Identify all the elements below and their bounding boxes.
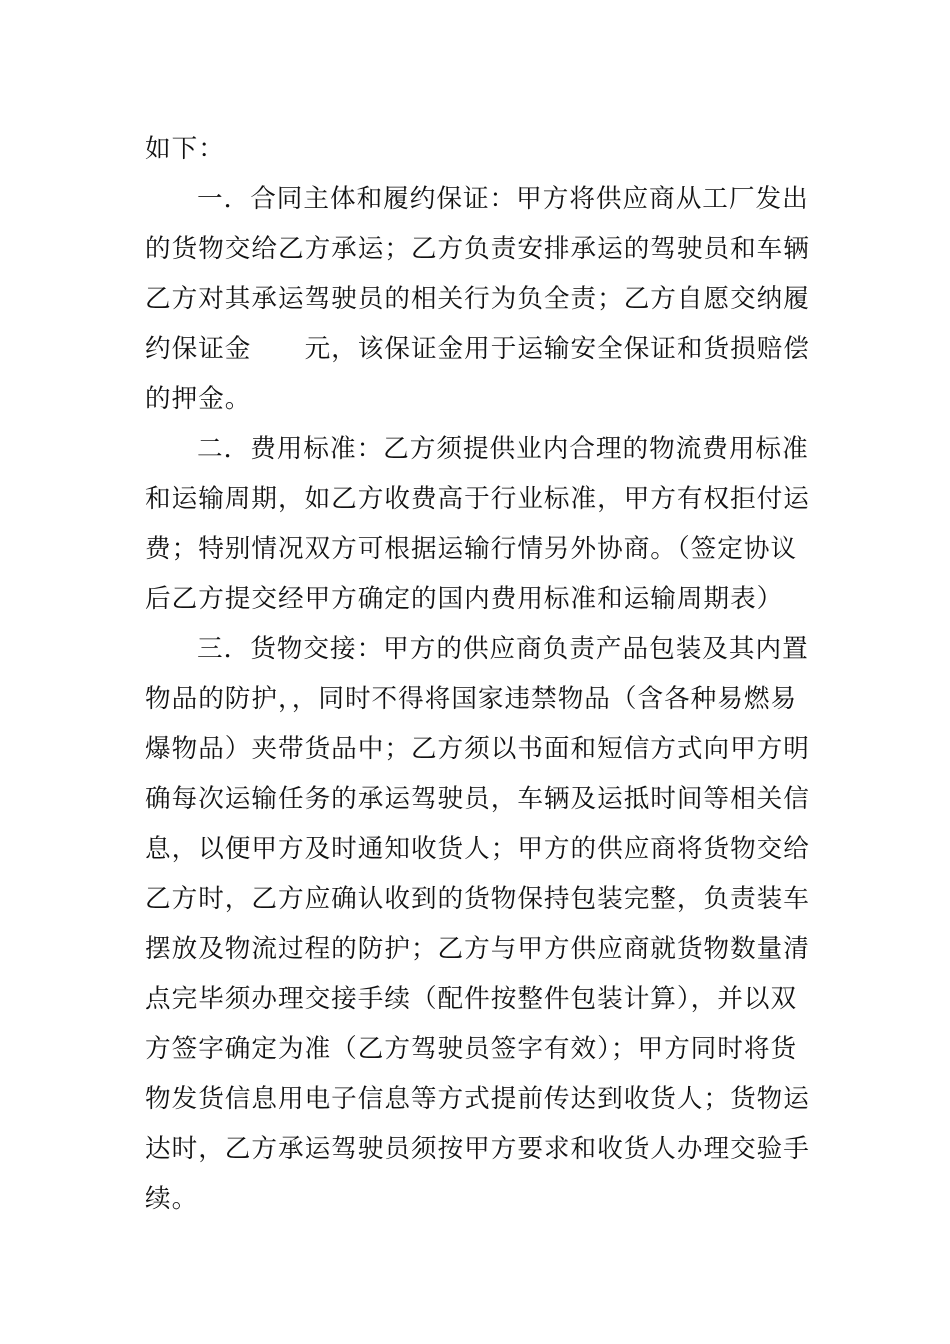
text-line: 三．货物交接：甲方的供应商负责产品包装及其内置	[197, 634, 809, 664]
text-line: 费；特别情况双方可根据运输行情另外协商。（签定协议	[145, 534, 798, 564]
text-line: 摆放及物流过程的防护；乙方与甲方供应商就货物数量清	[145, 934, 810, 964]
text-line: 物发货信息用电子信息等方式提前传达到收货人；货物运	[145, 1084, 810, 1114]
text-line: 息，以便甲方及时通知收货人；甲方的供应商将货物交给	[145, 834, 810, 864]
text-line: 乙方对其承运驾驶员的相关行为负全责；乙方自愿交纳履	[145, 284, 810, 314]
text-line: 达时，乙方承运驾驶员须按甲方要求和收货人办理交验手	[145, 1134, 810, 1164]
text-line: 的货物交给乙方承运；乙方负责安排承运的驾驶员和车辆	[145, 234, 810, 264]
text-line: 乙方时，乙方应确认收到的货物保持包装完整，负责装车	[145, 884, 810, 914]
text-line: 二．费用标准：乙方须提供业内合理的物流费用标准	[197, 434, 809, 464]
text-line: 如下：	[145, 134, 225, 164]
text-line: 续。	[145, 1184, 199, 1214]
text-line: 方签字确定为准（乙方驾驶员签字有效）；甲方同时将货	[145, 1034, 798, 1064]
text-line: 约保证金 元，该保证金用于运输安全保证和货损赔偿	[145, 334, 810, 364]
text-line: 物品的防护，，同时不得将国家违禁物品（含各种易燃易	[145, 684, 798, 714]
document-body	[145, 124, 810, 1224]
text-line: 的押金。	[145, 384, 252, 414]
text-line: 确每次运输任务的承运驾驶员，车辆及运抵时间等相关信	[145, 784, 810, 814]
text-line: 一．合同主体和履约保证：甲方将供应商从工厂发出	[197, 184, 809, 214]
text-line: 点完毕须办理交接手续（配件按整件包装计算），并以双	[145, 984, 798, 1014]
text-line: 和运输周期，如乙方收费高于行业标准，甲方有权拒付运	[145, 484, 810, 514]
text-line: 爆物品）夹带货品中；乙方须以书面和短信方式向甲方明	[145, 734, 810, 764]
text-line: 后乙方提交经甲方确定的国内费用标准和运输周期表）	[145, 584, 784, 614]
